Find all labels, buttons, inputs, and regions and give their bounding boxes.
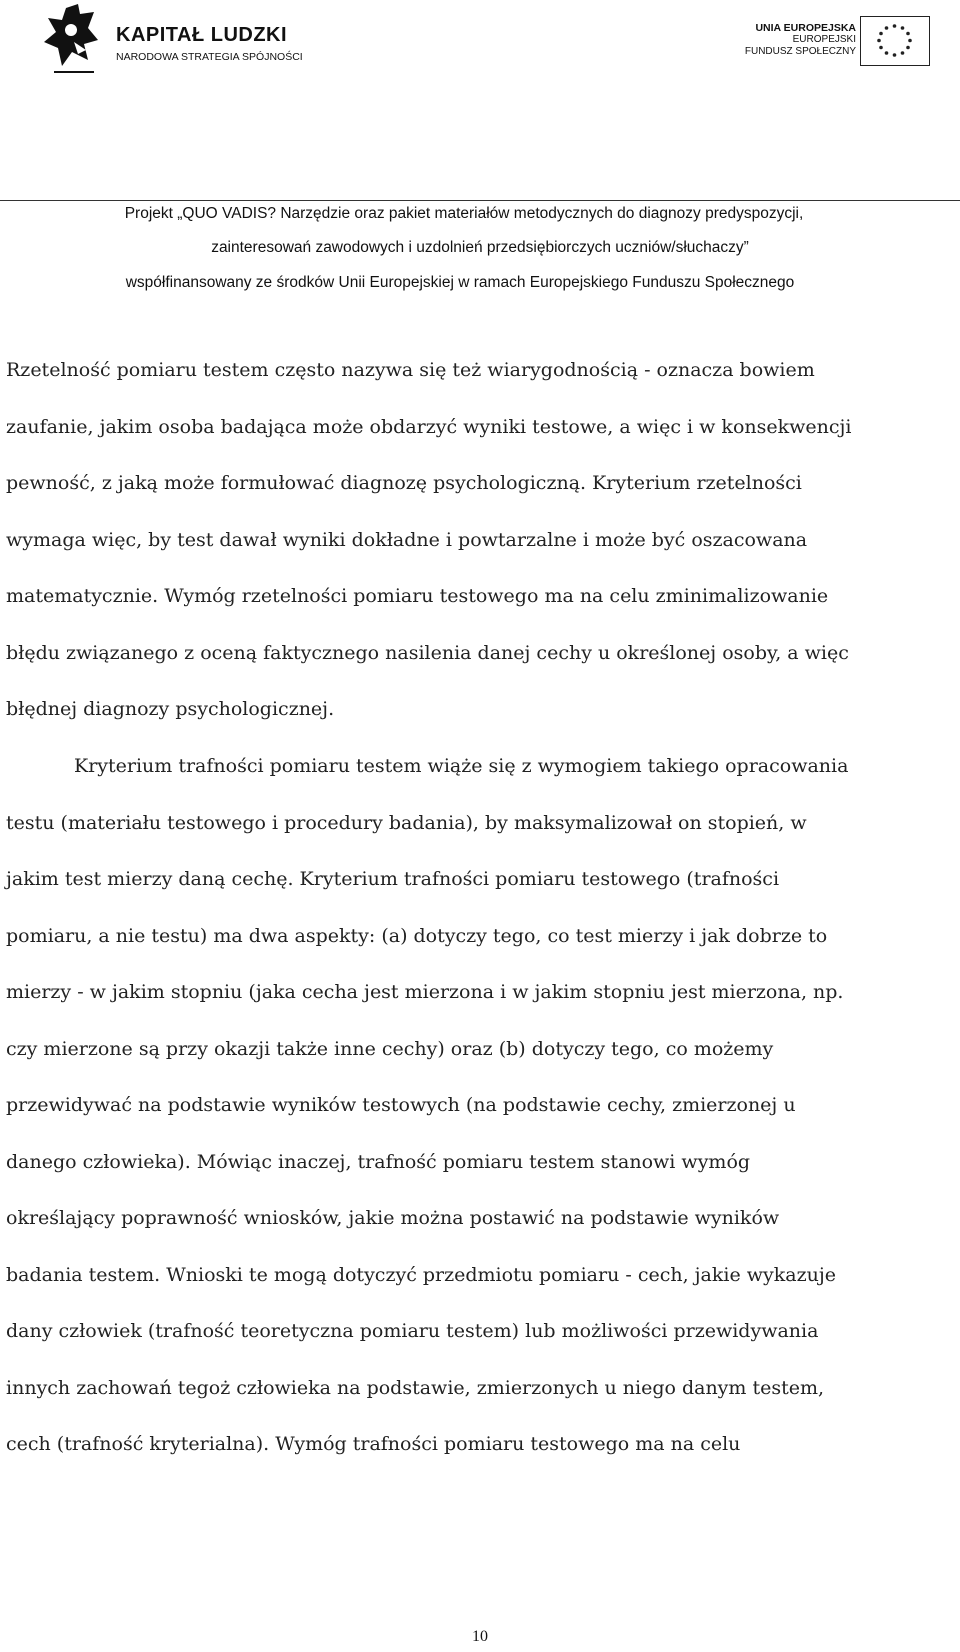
body-line-11: pomiaru, a nie testu) ma dwa aspekty: (a) dotyczy tego, co test mierzy i jak dobrze to xyxy=(6,925,828,947)
eu-logo-line2: EUROPEJSKI xyxy=(792,34,856,45)
body-line-4: wymaga więc, by test dawał wyniki dokładne i powtarzalne i może być oszacowana xyxy=(6,529,808,551)
eu-logo xyxy=(740,16,930,72)
kapital-ludzki-logo xyxy=(44,2,303,82)
body-line-6: błędu związanego z oceną faktycznego nasilenia danej cechy u określonej osoby, a więc xyxy=(6,642,849,664)
body-line-10: jakim test mierzy daną cechę. Kryterium trafności pomiaru testowego (trafności xyxy=(6,868,780,890)
body-line-1: Rzetelność pomiaru testem często nazywa się też wiarygodnością - oznacza bowiem xyxy=(6,359,815,381)
header-line-2: zainteresowań zawodowych i uzdolnień przedsiębiorczych uczniów/słuchaczy” xyxy=(211,239,749,256)
body-line-5: matematycznie. Wymóg rzetelności pomiaru testowego ma na celu zminimalizowanie xyxy=(6,585,829,607)
page-number: 10 xyxy=(472,1628,488,1645)
body-line-7: błędnej diagnozy psychologicznej. xyxy=(6,698,335,720)
body-line-3: pewność, z jaką może formułować diagnozę psychologiczną. Kryterium rzetelności xyxy=(6,472,802,494)
body-line-9: testu (materiału testowego i procedury badania), by maksymalizował on stopień, w xyxy=(6,812,807,834)
body-line-16: określający poprawność wniosków, jakie można postawić na podstawie wyników xyxy=(6,1207,780,1229)
body-line-2: zaufanie, jakim osoba badająca może obdarzyć wyniki testowe, a więc i w konsekwencji xyxy=(6,416,852,438)
body-line-20: cech (trafność kryterialna). Wymóg trafności pomiaru testowego ma na celu xyxy=(6,1433,741,1455)
header-line-1: Projekt „QUO VADIS? Narzędzie oraz pakiet materiałów metodycznych do diagnozy predyspozycji, xyxy=(124,205,804,222)
body-line-15: danego człowieka). Mówiąc inaczej, trafność pomiaru testem stanowi wymóg xyxy=(6,1151,751,1173)
eu-logo-text xyxy=(745,22,856,58)
header-divider xyxy=(0,200,960,201)
eu-logo-line3: FUNDUSZ SPOŁECZNY xyxy=(744,46,856,57)
logo-subtitle: NARODOWA STRATEGIA SPÓJNOŚCI xyxy=(116,51,303,63)
body-line-12: mierzy - w jakim stopniu (jaka cecha jest mierzona i w jakim stopniu jest mierzona, np. xyxy=(6,981,844,1003)
body-line-13: czy mierzone są przy okazji także inne cechy) oraz (b) dotyczy tego, co możemy xyxy=(6,1038,774,1060)
eu-logo-line1: UNIA EUROPEJSKA xyxy=(755,22,856,34)
body-line-8: Kryterium trafności pomiaru testem wiąże się z wymogiem takiego opracowania xyxy=(74,755,849,777)
body-line-19: innych zachowań tegoż człowieka na podstawie, zmierzonych u niego danym testem, xyxy=(6,1377,825,1399)
body-line-17: badania testem. Wnioski te mogą dotyczyć przedmiotu pomiaru - cech, jakie wykazuje xyxy=(6,1264,836,1286)
eu-flag-icon xyxy=(860,16,930,66)
body-line-14: przewidywać na podstawie wyników testowych (na podstawie cechy, zmierzonej u xyxy=(6,1094,796,1116)
logo-title: KAPITAŁ LUDZKI xyxy=(116,24,288,46)
header-line-3: współfinansowany ze środków Unii Europejskiej w ramach Europejskiego Funduszu Społecznego xyxy=(125,274,795,291)
body-line-18: dany człowiek (trafność teoretyczna pomiaru testem) lub możliwości przewidywania xyxy=(6,1320,819,1342)
kapital-ludzki-emblem-icon xyxy=(44,2,108,82)
